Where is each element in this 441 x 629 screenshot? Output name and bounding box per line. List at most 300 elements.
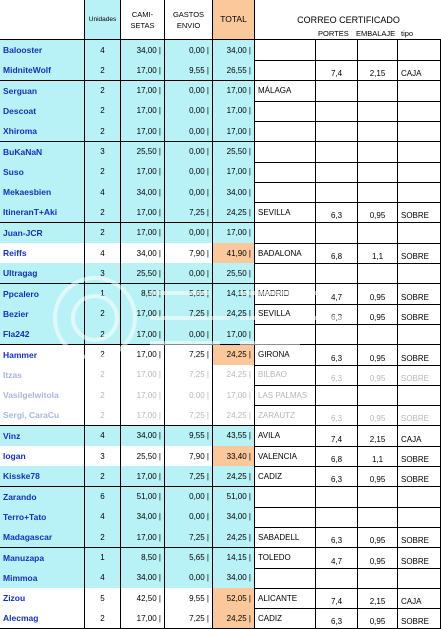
tipo-cell[interactable] bbox=[398, 101, 441, 122]
portes-cell[interactable]: 7,4 bbox=[316, 588, 358, 609]
player-name-cell[interactable]: Manuzapa bbox=[0, 548, 85, 569]
portes-cell[interactable]: 6,3 bbox=[316, 608, 358, 629]
total-cell[interactable]: 34,00 | bbox=[213, 507, 255, 528]
gastos-envio-cell[interactable]: 0,00 | bbox=[165, 81, 213, 102]
city-cell[interactable]: LAS PALMAS bbox=[255, 385, 316, 406]
player-name-cell[interactable]: BuKaNaN bbox=[0, 142, 85, 163]
total-cell[interactable]: 33,40 | bbox=[213, 446, 255, 467]
embalaje-cell[interactable] bbox=[358, 223, 398, 244]
camisetas-cell[interactable]: 17,00 | bbox=[121, 60, 165, 81]
total-cell[interactable]: 41,90 | bbox=[213, 243, 255, 264]
embalaje-cell[interactable]: 0,95 bbox=[358, 548, 398, 569]
total-cell[interactable]: 25,50 | bbox=[213, 263, 255, 284]
embalaje-cell[interactable] bbox=[358, 568, 398, 589]
total-cell[interactable]: 24,25 | bbox=[213, 365, 255, 386]
total-cell[interactable]: 24,25 | bbox=[213, 345, 255, 366]
tipo-cell[interactable] bbox=[398, 568, 441, 589]
camisetas-cell[interactable]: 17,00 | bbox=[121, 466, 165, 487]
total-cell[interactable]: 43,55 | bbox=[213, 426, 255, 447]
player-name-cell[interactable]: Alecmag bbox=[0, 608, 85, 629]
tipo-cell[interactable]: SOBRE bbox=[398, 405, 441, 426]
table-row bbox=[0, 365, 441, 386]
camisetas-cell[interactable]: 34,00 | bbox=[121, 426, 165, 447]
table-row bbox=[0, 568, 441, 589]
table-row bbox=[0, 284, 441, 305]
city-cell[interactable] bbox=[255, 142, 316, 163]
units-cell[interactable]: 6 bbox=[85, 487, 121, 508]
units-cell[interactable]: 4 bbox=[85, 568, 121, 589]
player-name-cell[interactable]: Ppcalero bbox=[0, 284, 85, 305]
player-name-cell[interactable]: Vasilgelwitola bbox=[0, 385, 85, 406]
embalaje-cell[interactable]: 2,15 bbox=[358, 588, 398, 609]
portes-cell[interactable]: 6,3 bbox=[316, 365, 358, 386]
table-row bbox=[0, 121, 441, 142]
total-cell[interactable]: 14,15 | bbox=[213, 284, 255, 305]
table-row bbox=[0, 385, 441, 406]
total-cell[interactable]: 25,50 | bbox=[213, 142, 255, 163]
tipo-cell[interactable]: SOBRE bbox=[398, 284, 441, 305]
tipo-cell[interactable]: SOBRE bbox=[398, 345, 441, 366]
camisetas-cell[interactable]: 17,00 | bbox=[121, 304, 165, 325]
tipo-cell[interactable] bbox=[398, 507, 441, 528]
city-cell[interactable] bbox=[255, 162, 316, 183]
embalaje-cell[interactable]: 0,95 bbox=[358, 466, 398, 487]
portes-cell[interactable]: 7,4 bbox=[316, 426, 358, 447]
table-row bbox=[0, 304, 441, 325]
table-row bbox=[0, 202, 441, 223]
city-cell[interactable]: MÁLAGA bbox=[255, 81, 316, 102]
units-cell[interactable]: 2 bbox=[85, 405, 121, 426]
embalaje-cell[interactable]: 0,95 bbox=[358, 365, 398, 386]
units-cell[interactable]: 4 bbox=[85, 426, 121, 447]
tipo-cell[interactable]: SOBRE bbox=[398, 466, 441, 487]
city-cell[interactable] bbox=[255, 568, 316, 589]
portes-cell[interactable] bbox=[316, 507, 358, 528]
camisetas-cell[interactable]: 17,00 | bbox=[121, 345, 165, 366]
tipo-cell[interactable] bbox=[398, 324, 441, 345]
units-cell[interactable]: 2 bbox=[85, 60, 121, 81]
gastos-envio-cell[interactable]: 0,00 | bbox=[165, 101, 213, 122]
tipo-cell[interactable]: SOBRE bbox=[398, 608, 441, 629]
tipo-cell[interactable]: SOBRE bbox=[398, 304, 441, 325]
gastos-envio-cell[interactable]: 0,00 | bbox=[165, 568, 213, 589]
total-cell[interactable]: 17,00 | bbox=[213, 81, 255, 102]
embalaje-cell[interactable]: 0,95 bbox=[358, 405, 398, 426]
tipo-cell[interactable] bbox=[398, 162, 441, 183]
gastos-envio-cell[interactable]: 5,65 | bbox=[165, 548, 213, 569]
gastos-envio-cell[interactable]: 7,25 | bbox=[165, 304, 213, 325]
city-cell[interactable] bbox=[255, 121, 316, 142]
tipo-cell[interactable]: SOBRE bbox=[398, 527, 441, 548]
units-cell[interactable]: 1 bbox=[85, 548, 121, 569]
embalaje-cell[interactable] bbox=[358, 487, 398, 508]
tipo-cell[interactable]: SOBRE bbox=[398, 548, 441, 569]
city-cell[interactable]: CADIZ bbox=[255, 608, 316, 629]
gastos-envio-cell[interactable]: 0,00 | bbox=[165, 121, 213, 142]
player-name-cell[interactable]: Vinz bbox=[0, 426, 85, 447]
embalaje-cell[interactable] bbox=[358, 263, 398, 284]
player-name-cell[interactable]: Reiffs bbox=[0, 243, 85, 264]
total-cell[interactable]: 24,25 | bbox=[213, 527, 255, 548]
table-row bbox=[0, 608, 441, 629]
embalaje-cell[interactable]: 0,95 bbox=[358, 608, 398, 629]
portes-cell[interactable]: 6,3 bbox=[316, 345, 358, 366]
table-row bbox=[0, 466, 441, 487]
tipo-cell[interactable]: CAJA bbox=[398, 60, 441, 81]
total-cell[interactable]: 24,25 | bbox=[213, 304, 255, 325]
player-name-cell[interactable]: Itzas bbox=[0, 365, 85, 386]
total-cell[interactable]: 24,25 | bbox=[213, 608, 255, 629]
player-name-cell[interactable]: Suso bbox=[0, 162, 85, 183]
gastos-envio-cell[interactable]: 7,25 | bbox=[165, 202, 213, 223]
gastos-envio-cell[interactable]: 0,00 | bbox=[165, 162, 213, 183]
city-cell[interactable] bbox=[255, 182, 316, 203]
camisetas-cell[interactable]: 17,00 | bbox=[121, 365, 165, 386]
player-name-cell[interactable]: Fla242 bbox=[0, 324, 85, 345]
portes-cell[interactable]: 6,3 bbox=[316, 405, 358, 426]
gastos-envio-cell[interactable]: 9,55 | bbox=[165, 60, 213, 81]
embalaje-cell[interactable] bbox=[358, 324, 398, 345]
table-row bbox=[0, 548, 441, 569]
portes-cell[interactable] bbox=[316, 568, 358, 589]
header-gastos-envio[interactable]: GASTOS ENVIO bbox=[165, 0, 213, 40]
units-cell[interactable]: 2 bbox=[85, 81, 121, 102]
header-units[interactable]: Unidades bbox=[85, 0, 121, 40]
table-row bbox=[0, 182, 441, 203]
units-cell[interactable]: 2 bbox=[85, 345, 121, 366]
portes-cell[interactable]: 6,3 bbox=[316, 304, 358, 325]
camisetas-cell[interactable]: 17,00 | bbox=[121, 81, 165, 102]
city-cell[interactable]: VALENCIA bbox=[255, 446, 316, 467]
city-cell[interactable]: SEVILLA bbox=[255, 202, 316, 223]
table-row bbox=[0, 40, 441, 61]
player-name-cell[interactable]: Mimmoa bbox=[0, 568, 85, 589]
camisetas-cell[interactable]: 17,00 | bbox=[121, 405, 165, 426]
portes-cell[interactable]: 6,8 bbox=[316, 243, 358, 264]
gastos-envio-cell[interactable]: 0,00 | bbox=[165, 182, 213, 203]
city-cell[interactable] bbox=[255, 263, 316, 284]
total-cell[interactable]: 17,00 | bbox=[213, 385, 255, 406]
gastos-envio-cell[interactable]: 7,25 | bbox=[165, 608, 213, 629]
player-name-cell[interactable]: Zarando bbox=[0, 487, 85, 508]
table-row bbox=[0, 588, 441, 609]
table-row bbox=[0, 405, 441, 426]
embalaje-cell[interactable]: 2,15 bbox=[358, 60, 398, 81]
embalaje-cell[interactable]: 2,15 bbox=[358, 426, 398, 447]
gastos-envio-cell[interactable]: 7,90 | bbox=[165, 446, 213, 467]
total-cell[interactable]: 34,00 | bbox=[213, 568, 255, 589]
gastos-envio-cell[interactable]: 7,90 | bbox=[165, 243, 213, 264]
camisetas-cell[interactable]: 34,00 | bbox=[121, 182, 165, 203]
player-name-cell[interactable]: Zizou bbox=[0, 588, 85, 609]
tipo-cell[interactable]: SOBRE bbox=[398, 365, 441, 386]
gastos-envio-cell[interactable]: 0,00 | bbox=[165, 385, 213, 406]
tipo-cell[interactable] bbox=[398, 223, 441, 244]
units-cell[interactable]: 1 bbox=[85, 284, 121, 305]
camisetas-cell[interactable]: 17,00 | bbox=[121, 162, 165, 183]
gastos-envio-cell[interactable]: 0,00 | bbox=[165, 324, 213, 345]
portes-cell[interactable]: 6,3 bbox=[316, 202, 358, 223]
camisetas-cell[interactable]: 8,50 | bbox=[121, 284, 165, 305]
table-row bbox=[0, 426, 441, 447]
embalaje-cell[interactable]: 0,95 bbox=[358, 345, 398, 366]
city-cell[interactable] bbox=[255, 101, 316, 122]
player-name-cell[interactable]: Xhiroma bbox=[0, 121, 85, 142]
camisetas-cell[interactable]: 34,00 | bbox=[121, 507, 165, 528]
portes-cell[interactable] bbox=[316, 385, 358, 406]
portes-cell[interactable] bbox=[316, 81, 358, 102]
total-cell[interactable]: 17,00 | bbox=[213, 324, 255, 345]
tipo-cell[interactable]: CAJA bbox=[398, 588, 441, 609]
total-cell[interactable]: 24,25 | bbox=[213, 466, 255, 487]
embalaje-cell[interactable] bbox=[358, 182, 398, 203]
embalaje-cell[interactable] bbox=[358, 40, 398, 61]
total-cell[interactable]: 24,25 | bbox=[213, 202, 255, 223]
table-row bbox=[0, 60, 441, 81]
tipo-cell[interactable] bbox=[398, 263, 441, 284]
player-name-cell[interactable]: Hammer bbox=[0, 345, 85, 366]
table-row bbox=[0, 101, 441, 122]
units-cell[interactable]: 4 bbox=[85, 243, 121, 264]
portes-cell[interactable]: 6,8 bbox=[316, 446, 358, 467]
embalaje-cell[interactable] bbox=[358, 121, 398, 142]
player-name-cell[interactable]: Ultragag bbox=[0, 263, 85, 284]
camisetas-cell[interactable]: 17,00 | bbox=[121, 527, 165, 548]
total-cell[interactable]: 26,55 | bbox=[213, 60, 255, 81]
total-cell[interactable]: 17,00 | bbox=[213, 101, 255, 122]
total-cell[interactable]: 17,00 | bbox=[213, 121, 255, 142]
camisetas-cell[interactable]: 17,00 | bbox=[121, 202, 165, 223]
units-cell[interactable]: 2 bbox=[85, 527, 121, 548]
units-cell[interactable]: 2 bbox=[85, 324, 121, 345]
table-row bbox=[0, 162, 441, 183]
header-embalaje: EMBALAJE bbox=[356, 29, 396, 38]
camisetas-cell[interactable]: 17,00 | bbox=[121, 121, 165, 142]
portes-cell[interactable] bbox=[316, 223, 358, 244]
camisetas-cell[interactable]: 17,00 | bbox=[121, 385, 165, 406]
gastos-envio-cell[interactable]: 0,00 | bbox=[165, 142, 213, 163]
gastos-envio-cell[interactable]: 0,00 | bbox=[165, 40, 213, 61]
camisetas-cell[interactable]: 8,50 | bbox=[121, 548, 165, 569]
table-row bbox=[0, 446, 441, 467]
player-name-cell[interactable]: Descoat bbox=[0, 101, 85, 122]
city-cell[interactable]: GIRONA bbox=[255, 345, 316, 366]
units-cell[interactable]: 4 bbox=[85, 40, 121, 61]
table-row bbox=[0, 263, 441, 284]
units-cell[interactable]: 3 bbox=[85, 263, 121, 284]
city-cell[interactable] bbox=[255, 223, 316, 244]
player-name-cell[interactable]: Juan-JCR bbox=[0, 223, 85, 244]
table-row bbox=[0, 527, 441, 548]
portes-cell[interactable] bbox=[316, 162, 358, 183]
portes-cell[interactable] bbox=[316, 487, 358, 508]
units-cell[interactable]: 2 bbox=[85, 121, 121, 142]
camisetas-cell[interactable]: 42,50 | bbox=[121, 588, 165, 609]
units-cell[interactable]: 2 bbox=[85, 608, 121, 629]
player-name-cell[interactable]: Terro+Tato bbox=[0, 507, 85, 528]
city-cell[interactable]: BADALONA bbox=[255, 243, 316, 264]
tipo-cell[interactable] bbox=[398, 182, 441, 203]
embalaje-cell[interactable] bbox=[358, 507, 398, 528]
player-name-cell[interactable]: Sergi, CaraCu bbox=[0, 405, 85, 426]
tipo-cell[interactable]: CAJA bbox=[398, 426, 441, 447]
gastos-envio-cell[interactable]: 7,25 | bbox=[165, 345, 213, 366]
embalaje-cell[interactable] bbox=[358, 81, 398, 102]
player-name-cell[interactable]: Serguan bbox=[0, 81, 85, 102]
embalaje-cell[interactable]: 0,95 bbox=[358, 202, 398, 223]
gastos-envio-cell[interactable]: 7,25 | bbox=[165, 405, 213, 426]
city-cell[interactable]: SABADELL bbox=[255, 527, 316, 548]
city-cell[interactable]: CADIZ bbox=[255, 466, 316, 487]
gastos-envio-cell[interactable]: 0,00 | bbox=[165, 487, 213, 508]
camisetas-cell[interactable]: 17,00 | bbox=[121, 324, 165, 345]
gastos-envio-cell[interactable]: 7,25 | bbox=[165, 365, 213, 386]
portes-cell[interactable] bbox=[316, 121, 358, 142]
embalaje-cell[interactable] bbox=[358, 385, 398, 406]
header-row bbox=[0, 0, 441, 40]
total-cell[interactable]: 17,00 | bbox=[213, 223, 255, 244]
city-cell[interactable]: ALICANTE bbox=[255, 588, 316, 609]
camisetas-cell[interactable]: 17,00 | bbox=[121, 101, 165, 122]
player-name-cell[interactable]: Balooster bbox=[0, 40, 85, 61]
embalaje-cell[interactable]: 0,95 bbox=[358, 304, 398, 325]
table-row bbox=[0, 223, 441, 244]
gastos-envio-cell[interactable]: 9,55 | bbox=[165, 588, 213, 609]
tipo-cell[interactable] bbox=[398, 81, 441, 102]
total-cell[interactable]: 14,15 | bbox=[213, 548, 255, 569]
portes-cell[interactable] bbox=[316, 142, 358, 163]
embalaje-cell[interactable] bbox=[358, 162, 398, 183]
tipo-cell[interactable] bbox=[398, 142, 441, 163]
total-cell[interactable]: 17,00 | bbox=[213, 162, 255, 183]
city-cell[interactable]: AVILA bbox=[255, 426, 316, 447]
player-name-cell[interactable]: Bezier bbox=[0, 304, 85, 325]
table-row bbox=[0, 243, 441, 264]
portes-cell[interactable] bbox=[316, 182, 358, 203]
camisetas-cell[interactable]: 25,50 | bbox=[121, 263, 165, 284]
tipo-cell[interactable] bbox=[398, 487, 441, 508]
units-cell[interactable]: 2 bbox=[85, 162, 121, 183]
tipo-cell[interactable] bbox=[398, 40, 441, 61]
units-cell[interactable]: 2 bbox=[85, 101, 121, 122]
tipo-cell[interactable] bbox=[398, 385, 441, 406]
player-name-cell[interactable]: ItineranT+Aki bbox=[0, 202, 85, 223]
city-cell[interactable]: ZARAUTZ bbox=[255, 405, 316, 426]
camisetas-cell[interactable]: 34,00 | bbox=[121, 40, 165, 61]
header-camisetas[interactable]: CAMI- SETAS bbox=[121, 0, 165, 40]
gastos-envio-cell[interactable]: 9,55 | bbox=[165, 426, 213, 447]
total-cell[interactable]: 52,05 | bbox=[213, 588, 255, 609]
city-cell[interactable] bbox=[255, 324, 316, 345]
camisetas-cell[interactable]: 17,00 | bbox=[121, 608, 165, 629]
portes-cell[interactable]: 7,4 bbox=[316, 60, 358, 81]
city-cell[interactable] bbox=[255, 487, 316, 508]
portes-cell[interactable] bbox=[316, 101, 358, 122]
portes-cell[interactable] bbox=[316, 324, 358, 345]
header-tipo: tipo bbox=[401, 29, 414, 38]
portes-cell[interactable] bbox=[316, 40, 358, 61]
portes-cell[interactable]: 6,3 bbox=[316, 466, 358, 487]
table-row bbox=[0, 507, 441, 528]
player-name-cell[interactable]: MidniteWolf bbox=[0, 60, 85, 81]
gastos-envio-cell[interactable]: 0,00 | bbox=[165, 507, 213, 528]
city-cell[interactable]: TOLEDO bbox=[255, 548, 316, 569]
portes-cell[interactable] bbox=[316, 263, 358, 284]
table-row bbox=[0, 142, 441, 163]
table-row bbox=[0, 81, 441, 102]
camisetas-cell[interactable]: 51,00 | bbox=[121, 487, 165, 508]
portes-cell[interactable]: 6,3 bbox=[316, 527, 358, 548]
camisetas-cell[interactable]: 25,50 | bbox=[121, 142, 165, 163]
table-row bbox=[0, 345, 441, 366]
city-cell[interactable]: SEVILLA bbox=[255, 304, 316, 325]
tipo-cell[interactable]: SOBRE bbox=[398, 202, 441, 223]
embalaje-cell[interactable]: 0,95 bbox=[358, 284, 398, 305]
city-cell[interactable] bbox=[255, 40, 316, 61]
embalaje-cell[interactable]: 1,1 bbox=[358, 446, 398, 467]
tipo-cell[interactable]: SOBRE bbox=[398, 243, 441, 264]
gastos-envio-cell[interactable]: 0,00 | bbox=[165, 223, 213, 244]
units-cell[interactable]: 2 bbox=[85, 202, 121, 223]
gastos-envio-cell[interactable]: 7,25 | bbox=[165, 527, 213, 548]
city-cell[interactable]: BILBAO bbox=[255, 365, 316, 386]
header-name-cell[interactable] bbox=[0, 0, 85, 40]
city-cell[interactable]: MADRID bbox=[255, 284, 316, 305]
units-cell[interactable]: 4 bbox=[85, 507, 121, 528]
units-cell[interactable]: 3 bbox=[85, 142, 121, 163]
units-cell[interactable]: 4 bbox=[85, 182, 121, 203]
units-cell[interactable]: 3 bbox=[85, 446, 121, 467]
player-name-cell[interactable]: Kisske78 bbox=[0, 466, 85, 487]
city-cell[interactable] bbox=[255, 60, 316, 81]
camisetas-cell[interactable]: 17,00 | bbox=[121, 223, 165, 244]
camisetas-cell[interactable]: 34,00 | bbox=[121, 243, 165, 264]
header-total[interactable]: TOTAL bbox=[213, 0, 255, 40]
units-cell[interactable]: 2 bbox=[85, 223, 121, 244]
camisetas-cell[interactable]: 34,00 | bbox=[121, 568, 165, 589]
embalaje-cell[interactable]: 0,95 bbox=[358, 527, 398, 548]
total-cell[interactable]: 24,25 | bbox=[213, 405, 255, 426]
portes-cell[interactable]: 4,7 bbox=[316, 284, 358, 305]
gastos-envio-cell[interactable]: 5,65 | bbox=[165, 284, 213, 305]
city-cell[interactable] bbox=[255, 507, 316, 528]
tipo-cell[interactable]: SOBRE bbox=[398, 446, 441, 467]
total-cell[interactable]: 34,00 | bbox=[213, 40, 255, 61]
total-cell[interactable]: 34,00 | bbox=[213, 182, 255, 203]
player-name-cell[interactable]: Mekaesbien bbox=[0, 182, 85, 203]
player-name-cell[interactable]: Madagascar bbox=[0, 527, 85, 548]
header-correo-certificado: CORREO CERTIFICADO bbox=[297, 15, 400, 25]
portes-cell[interactable]: 4,7 bbox=[316, 548, 358, 569]
embalaje-cell[interactable] bbox=[358, 101, 398, 122]
tipo-cell[interactable] bbox=[398, 121, 441, 142]
camisetas-cell[interactable]: 25,50 | bbox=[121, 446, 165, 467]
units-cell[interactable]: 2 bbox=[85, 385, 121, 406]
table-row bbox=[0, 487, 441, 508]
player-name-cell[interactable]: logan bbox=[0, 446, 85, 467]
header-portes: PORTES bbox=[318, 29, 349, 38]
units-cell[interactable]: 2 bbox=[85, 466, 121, 487]
units-cell[interactable]: 5 bbox=[85, 588, 121, 609]
units-cell[interactable]: 2 bbox=[85, 304, 121, 325]
embalaje-cell[interactable] bbox=[358, 142, 398, 163]
gastos-envio-cell[interactable]: 0,00 | bbox=[165, 263, 213, 284]
gastos-envio-cell[interactable]: 7,25 | bbox=[165, 466, 213, 487]
units-cell[interactable]: 2 bbox=[85, 365, 121, 386]
table-row bbox=[0, 324, 441, 345]
embalaje-cell[interactable]: 1,1 bbox=[358, 243, 398, 264]
total-cell[interactable]: 51,00 | bbox=[213, 487, 255, 508]
